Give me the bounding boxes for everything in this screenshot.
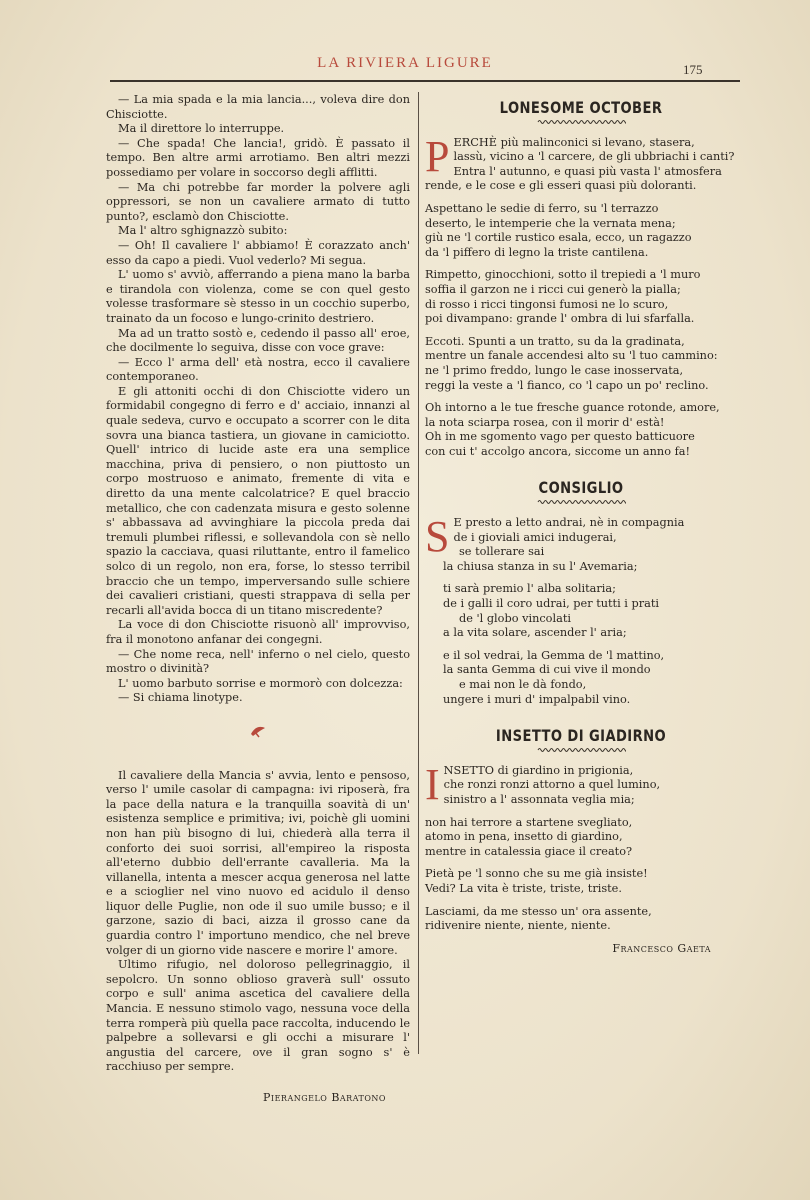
prose-paragraph: — Che spada! Che lancia!, gridò. È passato il tempo. Ben altre armi arrotiamo. Ben altri mezzi possediamo per volare in soccorso degli afflitti.: [106, 136, 410, 179]
author-signature-gaeta: Francesco Gaeta: [612, 941, 711, 955]
poem-line: [425, 678, 737, 693]
poem-line-text: più malinconici si levano, stasera,: [496, 135, 695, 149]
column-divider: [418, 92, 419, 1054]
poem-stanza: [425, 649, 737, 707]
poem-line-text: soffia il garzon ne i ricci cui generò la pialla;: [425, 282, 681, 296]
poem-line: [425, 816, 737, 831]
wavy-divider-icon: [536, 746, 626, 754]
poem-line: [425, 231, 737, 246]
poem-line-text: con cui t' accolgo ancora, siccome un anno fa!: [425, 444, 691, 458]
poem-line-text: Rimpetto, ginocchioni, sotto il trepiedi a 'l muro: [425, 268, 701, 282]
wavy-divider-icon: [536, 498, 626, 506]
dropcap-letter: S: [425, 512, 450, 562]
poem-line-text: de 'l globo vincolati: [459, 611, 571, 625]
poem-line-smallcaps: E: [453, 516, 462, 530]
poem-title: INSETTO DI GIADIRNO: [495, 726, 667, 746]
page-header-title: LA RIVIERA LIGURE: [317, 55, 493, 71]
poem-line-text: lassù, vicino a 'l carcere, de gli ubbriachi i canti?: [453, 150, 735, 164]
poem-title: LONESOME OCTOBER: [499, 98, 663, 117]
poem-line: [425, 165, 737, 180]
poem-line-text: Pietà pe 'l sonno che su me già insiste!: [425, 867, 648, 881]
poem-line: [425, 416, 737, 431]
poem-line-text: da 'l piffero di legno la triste cantilena.: [425, 245, 649, 259]
poem-line: [425, 136, 737, 151]
poem-stanza: [425, 131, 737, 194]
poem-line: [425, 778, 737, 793]
poem-line-text: la nota sciarpa rosea, con il morir d' està!: [425, 415, 665, 429]
poem-line-text: Aspettano le sedie di ferro, su 'l terrazzo: [425, 201, 659, 215]
poem-line: [425, 516, 737, 531]
poem-line-text: Lasciami, da me stesso un' ora assente,: [425, 904, 652, 918]
poem-stanza: [425, 759, 737, 809]
poem-line: [425, 283, 737, 298]
poem-stanza: [425, 401, 737, 459]
poem-line: [425, 401, 737, 416]
poem-line-smallcaps: NSETTO: [443, 763, 495, 777]
page-number: 175: [683, 62, 703, 77]
poem-line-text: sinistro a l' assonnata veglia mia;: [443, 792, 635, 806]
poem-line: [425, 349, 737, 364]
poem-line: [425, 582, 737, 597]
poem-line: [425, 202, 737, 217]
poem-line: [425, 793, 737, 808]
poem-line: [425, 379, 737, 394]
poem-line-text: atomo in pena, insetto di giardino,: [425, 830, 623, 844]
poem-stanza: [425, 335, 737, 393]
poem-line: [425, 298, 737, 313]
poem-line-text: poi divampano: grande l' ombra di lui sfarfalla.: [425, 312, 695, 326]
poem-line: [425, 905, 737, 920]
poem-line-text: e mai non le dà fondo,: [459, 678, 587, 691]
poem-line-text: Oh in me sgomento vago per questo batticuore: [425, 430, 695, 444]
poem-line: [425, 882, 737, 897]
poem-line: [425, 560, 737, 575]
poem-line-text: Oh intorno a le tue fresche guance rotonde, amore,: [425, 401, 720, 415]
dropcap-letter: I: [425, 759, 440, 809]
poem-line: [425, 246, 737, 261]
poem-line-text: ne 'l primo freddo, lungo le case inosservata,: [425, 363, 684, 377]
wavy-divider-icon: [536, 118, 626, 126]
poem-line: [425, 150, 737, 165]
poem-line: [425, 268, 737, 283]
poem-line-text: giù ne 'l cortile rustico esala, ecco, un ragazzo: [425, 231, 692, 245]
poem-line-text: non hai terrore a startene svegliato,: [425, 815, 633, 829]
prose-paragraph: Ma ad un tratto sostò e, cedendo il passo all' eroe, che docilmente lo seguiva, disse con voce grave:: [106, 326, 410, 355]
poem-line-text: la chiusa stanza in su l' Avemaria;: [443, 559, 638, 573]
poem-line: [425, 430, 737, 445]
prose-paragraph: L' uomo barbuto sorrise e mormorò con dolcezza:: [118, 676, 403, 690]
prose-paragraph: — Oh! Il cavaliere l' abbiamo! È corazzato anch' esso da capo a piedi. Vuol vederlo? Mi segua.: [106, 238, 410, 267]
header-rule: [110, 80, 740, 82]
prose-paragraph: L' uomo s' avviò, afferrando a piena mano la barba e tirandola con violenza, come se con quel gesto volesse trasformare sè stesso in un cocchio superbo, trainato da un focoso e lungo-crinito destriero.: [106, 268, 410, 325]
poem-line-text: che ronzi ronzi attorno a quel lumino,: [443, 778, 661, 792]
poem-line-text: se tollerare sai: [459, 545, 545, 559]
poem-line: [425, 830, 737, 845]
poem-line: [425, 867, 737, 882]
poem-line-text: Vedi? La vita è triste, triste, triste.: [425, 881, 622, 895]
poem-line-text: Eccoti. Spunti a un tratto, su da la gradinata,: [425, 334, 685, 348]
poem-stanza: [425, 582, 737, 640]
prose-closing-text: [106, 769, 410, 1075]
dropcap-letter: P: [425, 131, 450, 181]
poem-line: [425, 663, 737, 678]
poem-line-text: ti sarà premio l' alba solitaria;: [443, 582, 616, 596]
poem-stanza: [425, 816, 737, 860]
poem-line: [425, 179, 737, 194]
poem-title: CONSIGLIO: [538, 478, 624, 498]
prose-paragraph: E gli attoniti occhi di don Chisciotte videro un formidabil congegno di ferro e d' acciaio, innanzi al quale sedeva, curvo e occupato a scorrer con le dita sovra una bianca tastiera, un giovane in camiciotto. Quell' intrico di lucide aste era una semplice macchina, priva di pensiero, o non piuttosto un corpo mostruoso e animato, fremente di vita e diretto da una mente calcolatrice? E quel braccio metallico, che con cadenzata misura e gesto solenne s' abbassava ad avvinghiare la piccola preda dai tremuli plumbei riflessi, e sollevandola con sè nello spazio la cacciava, quasi riluttante, entro il famelico solco di un regolo, non era, forse, lo stesso terribil braccio che un tempo, imperversando sulle schiere dei cavalieri cristiani, questi strappava di sella per recarli all'avida bocca di un titano miscredente?: [106, 384, 410, 617]
prose-paragraph: — Ma chi potrebbe far morder la polvere agli oppressori, se non un cavaliere armato di tutto punto?, esclamò don Chisciotte.: [106, 180, 410, 223]
right-column: [425, 93, 737, 956]
prose-paragraph: Il cavaliere della Mancia s' avvia, lento e pensoso, verso l' umile casolar di campagna: ivi riposerà, fra la pace della natura e la tranquilla soavità di un' esistenza semplice e primitiva; ivi, poichè gli uomini non han più bisogno di lui, chiederà alla terra il conforto dei suoi sorrisi, all'empireo la risposta all'eterno dubbio dell'errante cavalleria. Ma la villanella, intenta a mescer acqua generosa nel latte e a scioglier nel vino nuovo ed acidulo il denso liquor delle Puglie, non ode il suo umile busso; e il garzone, sazio di baci, aizza il grosso cane da guardia contro l' importuno mendico, che nel breve volger di un giorno vide nascere e morire l' amore.: [106, 768, 410, 957]
poem-line: [425, 626, 737, 641]
poem-line-text: di giardino in prigionia,: [494, 763, 634, 777]
poem-line-text: mentre in catalessia giace il creato?: [425, 844, 633, 858]
poem-line: [425, 919, 737, 934]
poem-line-text: presto a letto andrai, nè in compagnia: [461, 516, 685, 530]
prose-paragraph: — Ecco l' arma dell' età nostra, ecco il cavaliere contemporaneo.: [106, 355, 410, 384]
prose-paragraph: Ultimo rifugio, nel doloroso pellegrinaggio, il sepolcro. Un sonno oblioso graverà sull' ossuto corpo e sull' anima ascetica del cavaliere della Mancia. E nessuno stimolo vago, nessuna voce della terra romperà più quella pace raccolta, inducendo le palpebre a sollevarsi e gli occhi a misurare l' angustia del carcere, ove il gran sogno s' è racchiuso per sempre.: [106, 958, 410, 1074]
poem-line-text: ungere i muri d' impalpabil vino.: [443, 692, 631, 706]
poem-stanza: [425, 268, 737, 326]
poem-line-text: di rosso i ricci tingonsi fumosi ne lo scuro,: [425, 297, 669, 311]
poem-stanza: [425, 905, 737, 934]
poem-stanza: [425, 867, 737, 896]
poem-line-text: reggi la veste a 'l fianco, co 'l capo un po' reclino.: [425, 378, 709, 392]
poem-line-text: ridivenire niente, niente, niente.: [425, 919, 611, 933]
poem-line-text: deserto, le intemperie che la vernata mena;: [425, 216, 676, 230]
poem-line: [425, 531, 737, 546]
poem-stanza: [425, 512, 737, 574]
poem-line: [425, 312, 737, 327]
poem-line: [425, 845, 737, 860]
prose-paragraph: Ma il direttore lo interruppe.: [118, 122, 285, 136]
poem-line-text: e il sol vedrai, la Gemma de 'l mattino,: [443, 648, 665, 662]
poem-line-text: a la vita solare, ascender l' aria;: [443, 626, 627, 640]
poem-line: [425, 364, 737, 379]
poem-line-text: la santa Gemma di cui vive il mondo: [443, 663, 651, 677]
author-signature-baratono: Pierangelo Baratono: [263, 1091, 386, 1104]
prose-paragraph: Ma l' altro sghignazzò subito:: [118, 224, 288, 238]
red-leaf-ornament-icon: [106, 724, 410, 741]
poem-line-smallcaps: ERCHÈ: [453, 135, 497, 149]
poem-line-text: mentre un fanale accendesi alto su 'l tuo cammino:: [425, 349, 718, 363]
left-column: [106, 93, 410, 1106]
poem-line-text: de i galli il coro udrai, per tutti i prati: [443, 597, 660, 611]
poem-line: [425, 764, 737, 779]
poem-line: [425, 445, 737, 460]
poem-line: [425, 545, 737, 560]
prose-text: [106, 93, 410, 706]
prose-paragraph: — La mia spada e la mia lancia..., voleva dire don Chisciotte.: [106, 93, 410, 121]
poem-line: [425, 612, 737, 627]
poem-line: [425, 693, 737, 708]
poem-line-text: rende, e le cose e gli esseri quasi più doloranti.: [425, 179, 697, 193]
poem-line: [425, 335, 737, 350]
poem-line-text: de i gioviali amici indugerai,: [453, 530, 617, 544]
prose-paragraph: — Si chiama linotype.: [118, 691, 243, 705]
poem-stanza: [425, 202, 737, 260]
prose-paragraph: La voce di don Chisciotte risuonò all' improvviso, fra il monotono anfanar dei congegni.: [106, 618, 410, 646]
poem-line: [425, 649, 737, 664]
poem-line: [425, 217, 737, 232]
poem-line: [425, 597, 737, 612]
prose-paragraph: — Che nome reca, nell' inferno o nel cielo, questo mostro o divinità?: [106, 647, 410, 676]
poem-line-text: Entra l' autunno, e quasi più vasta l' atmosfera: [453, 164, 722, 178]
